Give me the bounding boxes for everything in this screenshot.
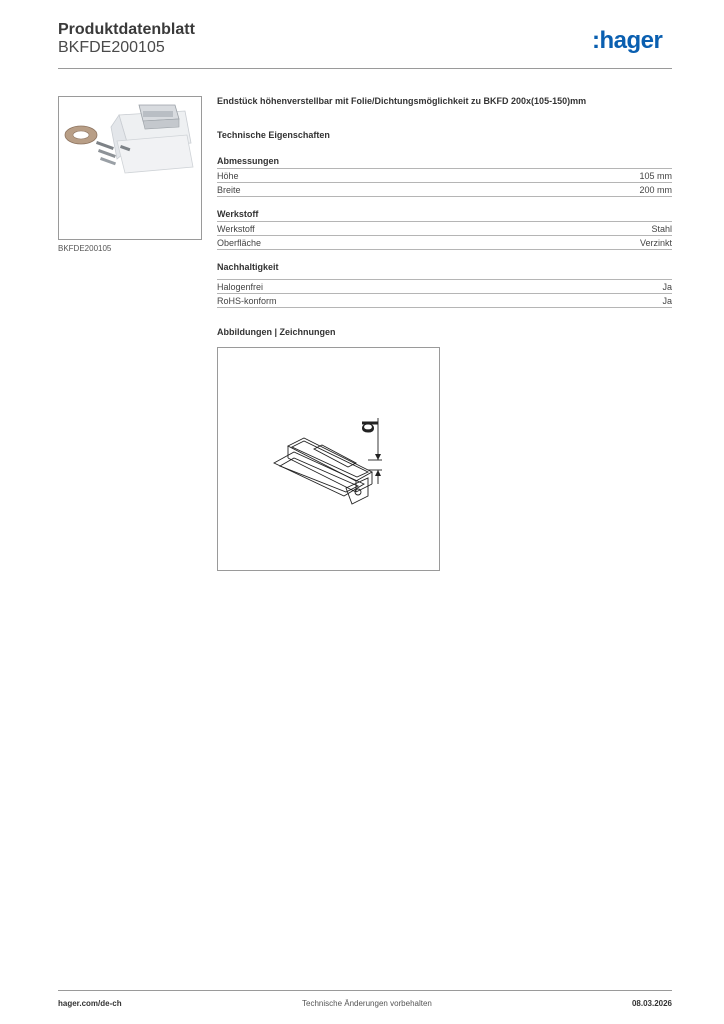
product-code: BKFDE200105 [58, 39, 165, 56]
row-divider [217, 196, 672, 197]
property-label: Werkstoff [217, 223, 255, 234]
hager-logo[interactable] [592, 27, 662, 55]
row-divider [217, 307, 672, 308]
footer-website-link[interactable]: hager.com/de-ch [58, 999, 122, 1008]
page-title: Produktdatenblatt [58, 21, 195, 38]
group-title-dimensions: Abmessungen [217, 156, 280, 166]
footer-notice: Technische Änderungen vorbehalten [302, 999, 432, 1008]
property-value: Verzinkt [639, 237, 672, 248]
property-row-halogen-free [217, 279, 672, 293]
product-photo-illustration [59, 97, 201, 239]
property-label: RoHS-konform [217, 295, 277, 306]
property-row-width [217, 182, 672, 196]
technical-drawing-illustration [218, 348, 439, 570]
header-divider [58, 68, 672, 69]
property-row-height [217, 168, 672, 182]
property-row-rohs [217, 293, 672, 307]
technical-properties-title: Technische Eigenschaften [217, 130, 330, 140]
property-label: Oberfläche [217, 237, 262, 248]
group-title-sustainability: Nachhaltigkeit [217, 262, 279, 272]
property-label: Höhe [217, 170, 239, 181]
footer-divider [58, 990, 672, 991]
property-label: Halogenfrei [217, 281, 264, 292]
logo-text: :hager [592, 27, 663, 54]
footer-date: 08.03.2026 [631, 999, 672, 1008]
technical-drawing [217, 347, 440, 571]
product-photo-caption: BKFDE200105 [58, 244, 112, 253]
product-description: Endstück höhenverstellbar mit Folie/Dichtungsmöglichkeit zu BKFD 200x(105-150)mm [217, 96, 587, 106]
property-row-material [217, 221, 672, 235]
product-photo [58, 96, 202, 240]
property-value: 105 mm [639, 170, 672, 181]
property-label: Breite [217, 184, 241, 195]
group-title-material: Werkstoff [217, 209, 259, 219]
property-value: Stahl [651, 223, 672, 234]
dimension-label-b: b [357, 420, 382, 434]
property-value: 200 mm [639, 184, 672, 195]
property-row-surface [217, 235, 672, 249]
row-divider [217, 249, 672, 250]
drawings-title: Abbildungen | Zeichnungen [217, 327, 336, 337]
property-value: Ja [662, 281, 672, 292]
property-value: Ja [662, 295, 672, 306]
